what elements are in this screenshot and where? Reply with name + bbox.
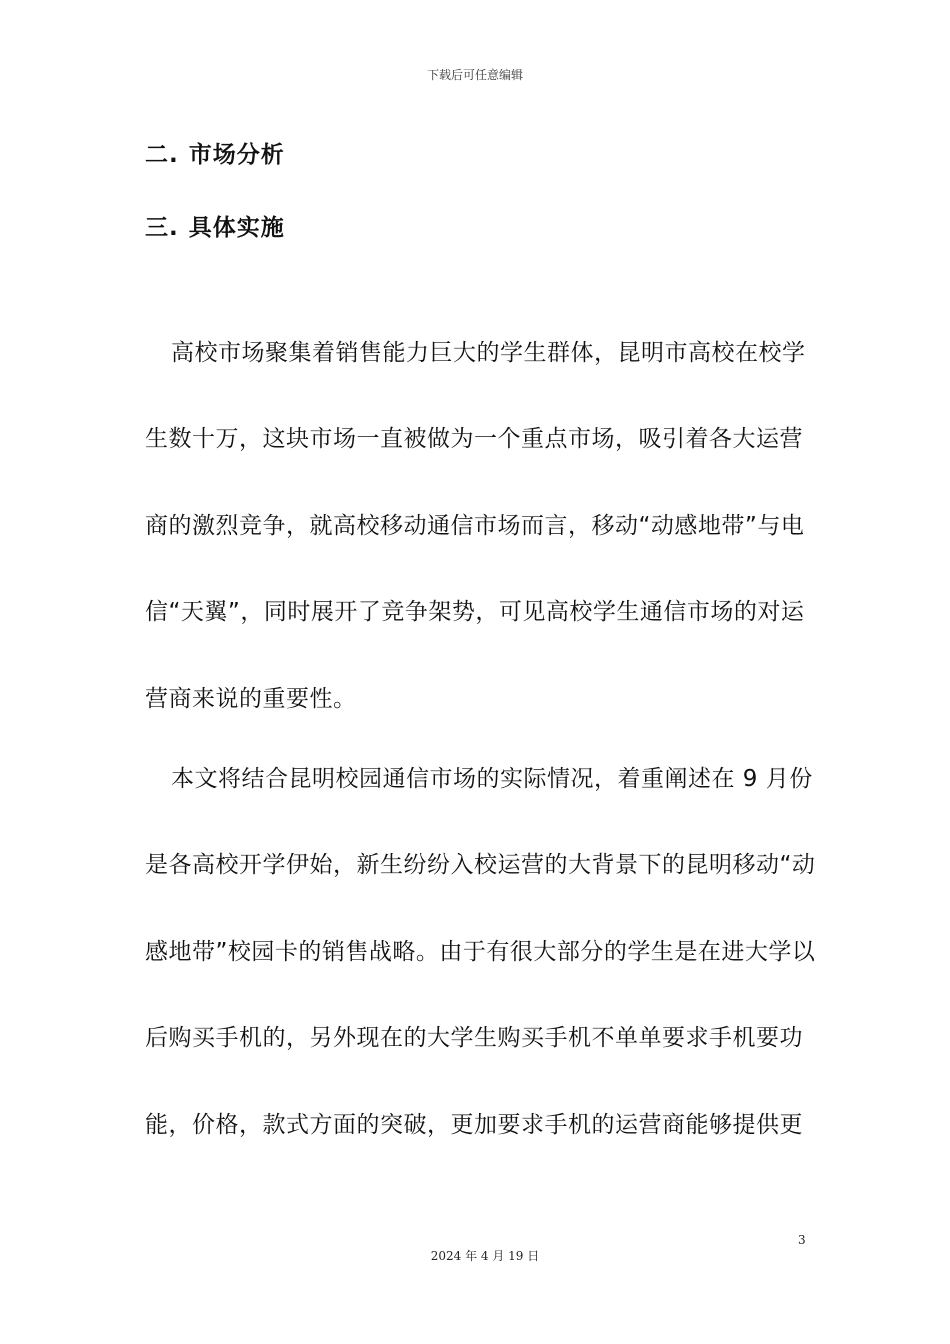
footer-date: 2024 年 4 月 19 日 [430, 1249, 540, 1263]
paragraph-line: 营商来说的重要性。 [145, 686, 357, 712]
section-title: 市场分析 [188, 142, 285, 168]
page-number: 3 [798, 1233, 806, 1247]
paragraph-line: 高校市场聚集着销售能力巨大的学生群体，昆明市高校在校学 [171, 340, 806, 366]
paragraph-line: 是各高校开学伊始，新生纷纷入校运营的大背景下的昆明移动“动 [145, 852, 816, 878]
section-title: 具体实施 [188, 215, 285, 241]
paragraph-line: 后购买手机的，另外现在的大学生购买手机不单单要求手机要功 [145, 1025, 803, 1051]
section-heading-market-analysis [145, 136, 285, 169]
paragraph-line: 信“天翼”，同时展开了竞争架势，可见高校学生通信市场的对运 [145, 599, 805, 625]
section-number: 三. [145, 215, 179, 241]
section-heading-implementation [145, 209, 285, 242]
paragraph-line: 商的激烈竞争，就高校移动通信市场而言，移动“动感地带”与电 [145, 513, 805, 539]
section-number: 二. [145, 142, 179, 168]
paragraph-line: 本文将结合昆明校园通信市场的实际情况，着重阐述在 9 月份 [171, 766, 813, 792]
paragraph-line: 能，价格，款式方面的突破，更加要求手机的运营商能够提供更 [145, 1112, 803, 1138]
page-header: 下载后可任意编辑 [426, 68, 523, 82]
paragraph-line: 生数十万，这块市场一直被做为一个重点市场，吸引着各大运营 [145, 426, 803, 452]
paragraph-line: 感地带”校园卡的销售战略。由于有很大部分的学生是在进大学以 [145, 939, 816, 965]
